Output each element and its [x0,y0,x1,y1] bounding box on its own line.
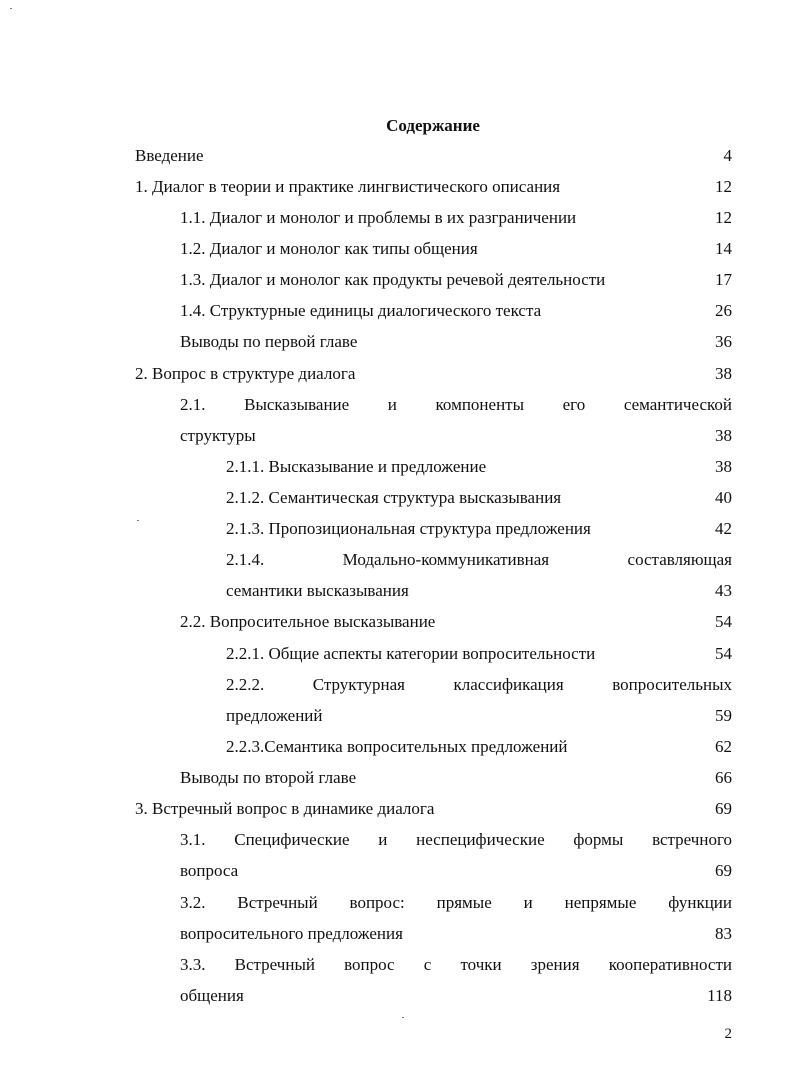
scan-speck [402,1017,404,1018]
toc-entry-page: 62 [715,737,732,756]
toc-entry-page: 69 [715,799,732,818]
toc-entry-page: 69 [715,861,732,880]
toc-entry-page: 38 [715,426,732,445]
toc-entry-text: 2.1. Высказывание и компоненты его семантической [180,395,732,414]
toc-entry-page: 38 [715,364,732,383]
toc-entry-page: 12 [715,208,732,227]
toc-entry-text: Введение [135,146,204,165]
toc-entry-text-cont: семантики высказывания [226,581,409,600]
toc-entry-text: Выводы по первой главе [180,332,358,351]
toc-entry-text-cont: предложений [226,706,323,725]
toc-entry-text: 2.1.1. Высказывание и предложение [226,457,487,476]
toc-entry-text: 2.1.2. Семантическая структура высказывания [226,488,562,507]
toc-entry-page: 26 [715,301,732,320]
toc-entry-text: 2.2.1. Общие аспекты категории вопросительности [226,644,596,663]
toc-entry-page: 14 [715,239,732,258]
toc-entry-text: 1.2. Диалог и монолог как типы общения [180,239,478,258]
toc-entry-text: Выводы по второй главе [180,768,357,787]
toc-entry-page: 12 [715,177,732,196]
toc-title: Содержание [386,116,480,135]
toc-entry-text-cont: вопроса [180,861,239,880]
toc-entry-text: 3. Встречный вопрос в динамике диалога [135,799,435,818]
toc-entry-text: 2.1.4. Модально-коммуникативная составляющая [226,550,732,569]
toc-entry-page: 17 [715,270,732,289]
toc-entry-page: 54 [715,644,732,663]
toc-entry-page: 38 [715,457,732,476]
toc-entry-text: 3.2. Встречный вопрос: прямые и непрямые функции [180,893,732,912]
scan-speck [10,8,12,9]
toc-entry-text: 1.3. Диалог и монолог как продукты речевой деятельности [180,270,606,289]
toc-entry-text: 2.2.3.Семантика вопросительных предложений [226,737,568,756]
toc-entry-text: 3.1. Специфические и неспецифические формы встречного [180,830,732,849]
toc-entry-page: 54 [715,612,732,631]
toc-entry-text-cont: вопросительного предложения [180,924,403,943]
toc-entry-page: 83 [715,924,732,943]
toc-entry-text: 2. Вопрос в структуре диалога [135,364,356,383]
toc-entry-text: 2.2. Вопросительное высказывание [180,612,436,631]
scan-speck [137,520,139,521]
toc-entry-page: 66 [715,768,732,787]
toc-entry-text: 1. Диалог в теории и практике лингвистического описания [135,177,561,196]
toc-entry-text: 3.3. Встречный вопрос с точки зрения кооперативности [180,955,732,974]
toc-entry-page: 118 [707,986,732,1005]
toc-entry-text-cont: структуры [180,426,256,445]
toc-entry-text: 2.2.2. Структурная классификация вопросительных [226,675,732,694]
page-number: 2 [724,1026,732,1042]
toc-entry-text: 2.1.3. Пропозициональная структура предложения [226,519,591,538]
toc-entry-page: 59 [715,706,732,725]
toc-entry-page: 43 [715,581,732,600]
toc-entry-text-cont: общения [180,986,244,1005]
toc-entry-page: 36 [715,332,732,351]
toc-entry-page: 42 [715,519,732,538]
toc-entry-page: 4 [723,146,732,165]
toc-entry-text: 1.4. Структурные единицы диалогического текста [180,301,542,320]
toc-entry-page: 40 [715,488,732,507]
toc-entry-text: 1.1. Диалог и монолог и проблемы в их разграничении [180,208,577,227]
